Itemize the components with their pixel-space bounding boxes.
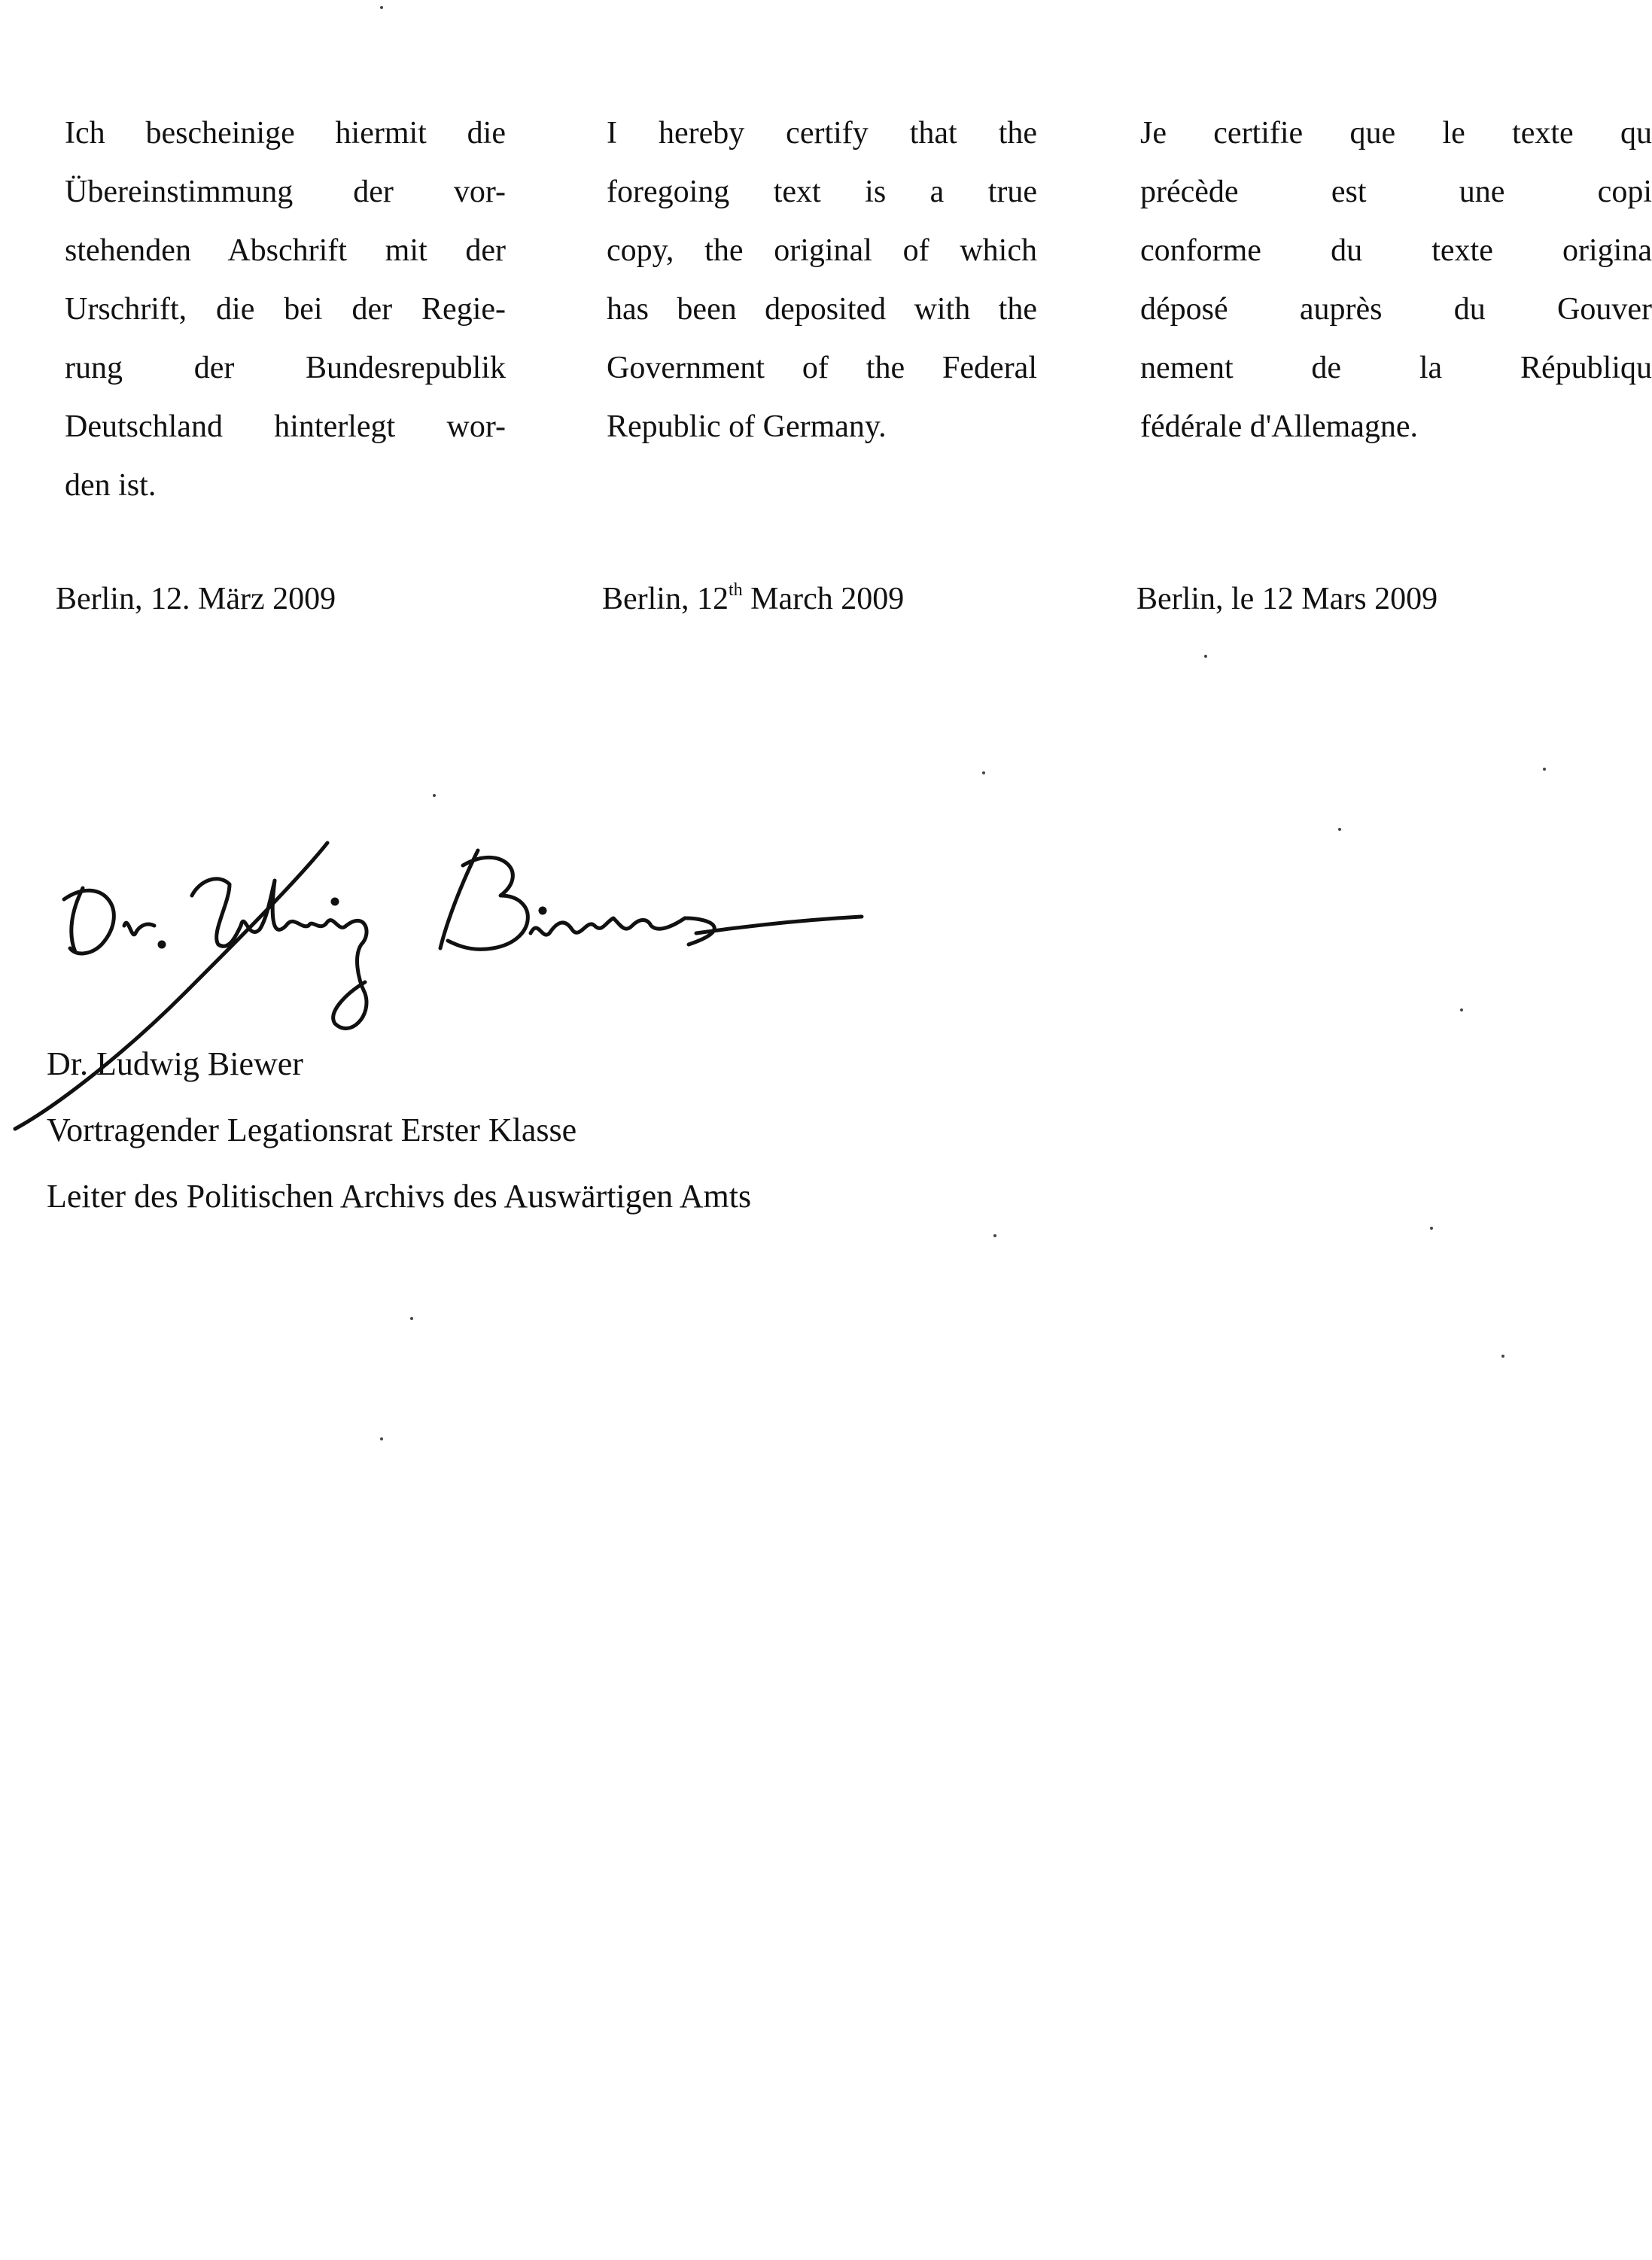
scan-speck xyxy=(433,794,436,797)
scan-speck xyxy=(1501,1355,1504,1358)
german-line-4: Urschrift, die bei der Regie- xyxy=(65,292,506,327)
english-date-suffix: March 2009 xyxy=(742,582,905,616)
scan-speck xyxy=(1338,828,1341,831)
french-line-6: fédérale d'Allemagne. xyxy=(1140,409,1419,444)
scan-speck xyxy=(982,771,985,774)
french-line-2: précède est une copi xyxy=(1140,175,1652,209)
signer-block xyxy=(47,1031,751,1230)
scan-speck xyxy=(1543,768,1546,771)
signer-name: Dr. Ludwig Biewer xyxy=(47,1045,303,1082)
french-line-1: Je certifie que le texte qu xyxy=(1140,116,1652,151)
english-date-prefix: Berlin, 12 xyxy=(602,582,729,616)
german-line-5: rung der Bundesrepublik xyxy=(65,351,506,385)
scan-speck xyxy=(1460,1008,1463,1011)
french-certification-text xyxy=(1140,104,1652,456)
french-line-5: nement de la Républiqu xyxy=(1140,351,1652,385)
german-line-3: stehenden Abschrift mit der xyxy=(65,233,506,268)
scan-speck xyxy=(993,1234,996,1237)
english-date xyxy=(602,578,904,620)
scan-speck xyxy=(1430,1227,1433,1230)
english-line-3: copy, the original of which xyxy=(607,233,1037,268)
english-certification-text xyxy=(607,104,1037,456)
german-line-1: Ich bescheinige hiermit die xyxy=(65,116,506,151)
scan-speck xyxy=(1204,655,1207,658)
scan-speck xyxy=(380,6,383,9)
french-line-3: conforme du texte origina xyxy=(1140,233,1652,268)
german-line-6: Deutschland hinterlegt wor- xyxy=(65,409,506,444)
english-date-ordinal: th xyxy=(728,580,743,600)
scan-speck xyxy=(410,1317,413,1320)
german-line-2: Übereinstimmung der vor- xyxy=(65,175,506,209)
signer-office: Leiter des Politischen Archivs des Auswärtigen Amts xyxy=(47,1178,752,1215)
english-line-6: Republic of Germany. xyxy=(607,409,887,444)
english-line-2: foregoing text is a true xyxy=(607,175,1037,209)
french-line-4: déposé auprès du Gouver xyxy=(1140,292,1652,327)
german-date: Berlin, 12. März 2009 xyxy=(56,582,336,616)
german-certification-text xyxy=(65,104,506,515)
scan-speck xyxy=(380,1437,383,1440)
signer-title: Vortragender Legationsrat Erster Klasse xyxy=(47,1112,577,1148)
german-line-7: den ist. xyxy=(65,468,157,503)
english-line-1: I hereby certify that the xyxy=(607,116,1037,151)
french-date: Berlin, le 12 Mars 2009 xyxy=(1136,582,1438,616)
english-line-4: has been deposited with the xyxy=(607,292,1037,327)
english-line-5: Government of the Federal xyxy=(607,351,1037,385)
